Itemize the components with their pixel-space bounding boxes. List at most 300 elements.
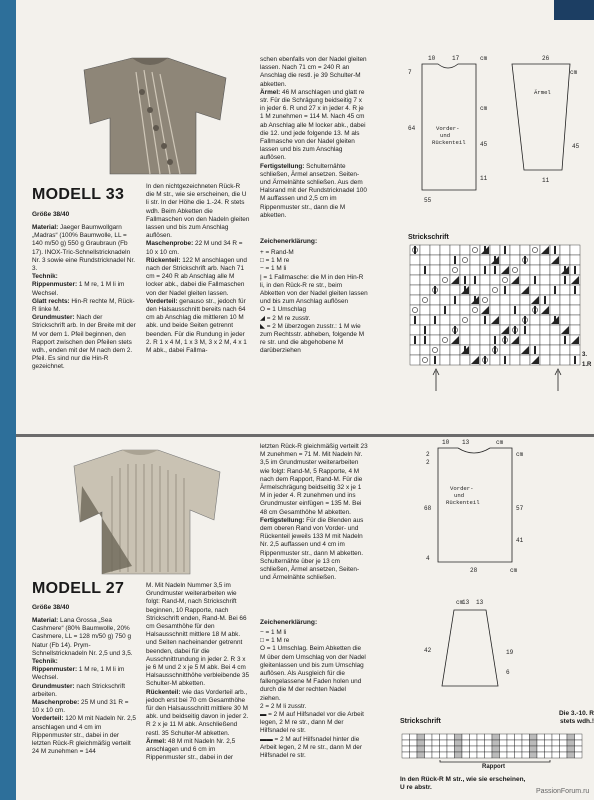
chart-cell [460,245,470,255]
chart-cell [550,305,560,315]
chart-cell [530,325,540,335]
paragraph [260,56,368,89]
chart-cell [460,325,470,335]
chart-cell [520,265,530,275]
svg-text:cm: cm [496,439,504,446]
chart-cell [560,734,568,740]
chart-symbol [424,266,426,274]
legend-item: O = 1 Umschlag. Beim Abketten die M über dem Umschlag von der Nadel gleitenlassen und bis zum Umschlag auflösen. Als Ausgleich für die fallengelassene M Faden holen und durch die M der rechten Nadel ziehen. [260,645,366,702]
paragraph [146,738,250,763]
model33-sweater-image [80,52,228,182]
model27-footer-note: In den Rück-R M str., wie sie erscheinen, U re abstr. [400,776,526,791]
svg-text:4: 4 [426,555,430,562]
chart-cell [440,746,448,752]
chart-symbol [564,276,566,284]
paragraph-heading: Maschenprobe: [32,699,80,707]
chart-cell [460,335,470,345]
chart-symbol [424,326,426,334]
svg-text:11: 11 [480,175,488,182]
chart-cell [537,746,545,752]
chart-cell [520,305,530,315]
chart-cell [420,315,430,325]
chart-cell [530,746,538,752]
chart-cell [560,355,570,365]
legend-item: + = Rand-M [260,249,294,256]
svg-text:cm: cm [510,567,518,574]
chart-cell [480,325,490,335]
chart-cell [522,734,530,740]
model33-legend [260,249,368,356]
chart-cell [552,752,560,758]
paragraph-text: Schulternähte schließen, Ärmel ansetzen. Seiten- und Ärmelnähte schließen. Aus dem Halsrand mit der Rundstricknadel 100 M auffassen und 2,5 cm im Rippenmuster str., dann die M abketten. [260,162,367,219]
svg-text:57: 57 [516,505,524,512]
chart-cell [540,255,550,265]
model27-sweater-image [72,436,222,576]
chart-cell [470,325,480,335]
chart-cell [552,746,560,752]
paragraph-text: Nach der Strickschrift arb. In der Breite mit der M vor dem 1. Pfeil beginnen, den Rapport zwischen den Pfeilen stets wdh., enden mit der M nach dem 2. Pfeil. Es sind nur die Hin-R gezeichnet. [32,314,136,371]
chart-cell [515,746,523,752]
chart-cell [500,740,508,746]
chart-cell [540,335,550,345]
chart-cell [440,245,450,255]
chart-cell [552,734,560,740]
chart-cell [480,335,490,345]
model27-chart-title: Strickschrift [400,718,441,725]
paragraph-heading: Ärmel: [146,737,167,745]
chart-cell [570,345,580,355]
paragraph-text: letzten Rück-R gleichmäßig verteilt 23 M zunehmen = 71 M. Mit Nadeln Nr. 3,5 im Grundmuster weiterarbeiten wie folgt: Rand-M, 5 Rapporte, 4 M nach dem Rapport, Rand-M. Für die Ärmelschrägung beidseitig 32 x je 1 M in jeder 4. R zunehmen und ins Grundmuster einfügen = 135 M. Bei 48 cm Gesamthöhe M abketten. [260,443,368,516]
chart-cell [447,740,455,746]
chart-cell [520,295,530,305]
model27-rapport-label: Rapport [482,764,505,770]
chart-cell [540,345,550,355]
chart-cell [440,265,450,275]
legend-item: 2 = 2 M li zusstr. [260,702,307,710]
model33-title: MODELL 33 [32,186,125,203]
paragraph-heading: Material: [32,224,59,231]
paragraph [260,517,368,583]
model33-column-1 [32,224,136,372]
paragraph-heading: Rippenmuster: [32,281,78,289]
paragraph [32,314,136,371]
svg-text:45: 45 [480,141,488,148]
model33-row-1: 1.R [582,362,592,368]
chart-cell [430,345,440,355]
chart-symbol [504,286,506,294]
chart-cell [450,285,460,295]
chart-cell [460,265,470,275]
svg-text:cm: cm [456,599,464,606]
paragraph [146,298,250,355]
model33-row-3: 3. [582,352,588,358]
chart-cell [410,734,418,740]
chart-cell [470,265,480,275]
svg-text:68: 68 [424,505,432,512]
svg-text:2: 2 [426,459,430,466]
chart-symbol [564,336,566,344]
chart-cell [570,245,580,255]
chart-cell [440,752,448,758]
chart-cell [417,734,425,740]
chart-cell [480,345,490,355]
chart-cell [460,305,470,315]
paragraph [32,281,136,297]
svg-text:55: 55 [424,197,432,204]
chart-cell [430,245,440,255]
chart-symbol [444,306,446,314]
chart-cell [530,245,540,255]
paragraph-heading: Technik: [32,658,58,666]
chart-cell [530,285,540,295]
chart-cell [460,315,470,325]
chart-cell [552,740,560,746]
chart-cell [480,285,490,295]
chart-cell [490,245,500,255]
chart-symbol [454,296,456,304]
paragraph-text: Für die Blenden aus dem oberen Rand von Vorder- und Rückenteil jeweils 133 M mit Nadeln Nr. 2,5 auffassen und 4 cm im Rippenmuster str., dann M abketten. Schulternähte über je 13 cm schließen, Ärmel ansetzen, Seiten- und Ärmelnähte schließen. [260,516,364,582]
chart-cell [530,734,538,740]
chart-cell [470,734,478,740]
chart-cell [440,285,450,295]
paragraph [32,699,136,715]
chart-cell [507,740,515,746]
chart-cell [570,325,580,335]
model33-chart-title: Strickschrift [408,234,449,241]
chart-cell [560,295,570,305]
chart-cell [477,734,485,740]
chart-cell [410,746,418,752]
chart-cell [410,285,420,295]
svg-text:7: 7 [408,69,412,76]
model33-schematic [402,50,592,204]
svg-text:17: 17 [452,55,460,62]
chart-cell [570,255,580,265]
paragraph-text: 46 M anschlagen und glatt re str. Für die Schrägung beidseitig 7 x in jeder 6. R und 27 x in jeder 4. R je 1 M zunehmen = 114 M. Nach 45 cm ab Anschlag alle M locker abk., dabei die 12. und jede folgende 13. M als Fallmasche von der Nadel gleiten lassen und bis zum Anschlag auflösen. [260,88,366,162]
chart-cell [410,305,420,315]
chart-cell [575,752,583,758]
paragraph [146,183,250,240]
chart-symbol [494,266,496,274]
chart-cell [540,355,550,365]
chart-cell [560,345,570,355]
chart-cell [485,740,493,746]
legend-item: | = 1 Fallmasche: die M in den Hin-R li, in den Rück-R re str., beim Abketten von der Nadel gleiten lassen und bis zum Anschlag auflösen [260,273,368,306]
chart-cell [460,295,470,305]
chart-cell [420,245,430,255]
chart-cell [425,752,433,758]
chart-cell [522,746,530,752]
svg-text:28: 28 [470,567,478,574]
paragraph-heading: Vorderteil: [146,297,178,305]
chart-cell [540,285,550,295]
chart-cell [477,752,485,758]
chart-cell [530,265,540,275]
chart-cell [447,752,455,758]
chart-cell [425,746,433,752]
chart-symbol [534,276,536,284]
chart-cell [575,746,583,752]
paragraph [32,666,136,682]
chart-cell [410,255,420,265]
chart-cell [550,295,560,305]
chart-cell [402,752,410,758]
svg-text:13: 13 [462,599,470,606]
chart-cell [567,734,575,740]
chart-symbol [414,316,416,324]
model27-legend-head: Zeichenerklärung: [260,619,318,626]
chart-cell [545,740,553,746]
chart-cell [490,285,500,295]
paragraph-heading: Material: [32,617,59,624]
chart-cell [567,752,575,758]
chart-cell [550,325,560,335]
model27-size: Größe 38/40 [32,604,70,611]
svg-text:45: 45 [572,143,580,150]
chart-cell [540,275,550,285]
paragraph-text: Lana Grossa „Sea Cashmere“ (80% Baumwolle, 20% Cashmere, LL = 128 m/50 g) 750 g Natur (Fb 14). Prym-Schnellstricknadeln Nr. 2,5 und 3,5. [32,617,133,657]
chart-cell [470,255,480,265]
chart-cell [500,295,510,305]
chart-cell [560,285,570,295]
chart-cell [440,355,450,365]
chart-cell [490,275,500,285]
paragraph-heading: Rippenmuster: [32,666,78,674]
chart-cell [430,335,440,345]
chart-cell [515,734,523,740]
chart-symbol [504,356,506,364]
svg-text:11: 11 [542,177,550,184]
chart-cell [560,752,568,758]
paragraph-heading: Ärmel: [260,88,281,96]
chart-cell [410,265,420,275]
chart-cell [575,734,583,740]
chart-cell [500,746,508,752]
chart-cell [500,315,510,325]
chart-cell [560,315,570,325]
chart-cell [522,740,530,746]
rapport-bracket [440,760,550,762]
chart-cell [430,275,440,285]
chart-cell [500,734,508,740]
chart-cell [410,355,420,365]
chart-cell [417,752,425,758]
chart-symbol [554,246,556,254]
svg-text:64: 64 [408,125,416,132]
chart-cell [477,740,485,746]
page [16,0,594,800]
chart-cell [560,255,570,265]
chart-cell [485,752,493,758]
chart-cell [492,734,500,740]
chart-cell [510,345,520,355]
chart-cell [530,255,540,265]
paragraph-heading: Fertigstellung: [260,162,305,170]
section-divider [16,434,594,437]
chart-cell [455,752,463,758]
chart-cell [420,355,430,365]
chart-cell [570,305,580,315]
model33-knit-chart [408,243,594,393]
paragraph [32,273,136,281]
chart-cell [440,335,450,345]
left-color-band [0,0,16,800]
chart-cell [540,315,550,325]
model33-legend-head: Zeichenerklärung: [260,238,318,245]
chart-symbol [554,286,556,294]
chart-cell [470,345,480,355]
svg-text:41: 41 [516,537,524,544]
chart-cell [430,295,440,305]
paragraph-heading: Glatt rechts: [32,297,70,305]
chart-cell [447,746,455,752]
chart-cell [447,734,455,740]
chart-cell [575,740,583,746]
svg-text:Vorder-: Vorder- [450,485,474,492]
svg-text:cm: cm [570,69,578,76]
paragraph-text: 120 M mit Nadeln Nr. 2,5 anschlagen und 4 cm im Rippenmuster str., dabei in der letzten Rück-R gleichmäßig verteilt 24 M zunehmen = 144 [32,715,136,756]
paragraph-text: 22 M und 34 R = 10 x 10 cm. [146,240,243,256]
paragraph-heading: Vorderteil: [32,715,64,723]
chart-cell [545,752,553,758]
chart-cell [530,335,540,345]
chart-cell [537,734,545,740]
chart-cell [455,740,463,746]
paragraph-text: Hin-R rechte M, Rück-R linke M. [32,297,135,314]
chart-cell [430,305,440,315]
svg-text:10: 10 [428,55,436,62]
chart-cell [460,255,470,265]
chart-symbol [454,256,456,264]
model27-column-2 [146,582,250,762]
chart-cell [492,752,500,758]
chart-cell [485,734,493,740]
paragraph [260,89,368,163]
paragraph-heading: Grundmuster: [32,314,75,322]
chart-symbol [424,336,426,344]
chart-cell [490,295,500,305]
chart-cell [410,740,418,746]
chart-cell [432,752,440,758]
model33-column-3 [260,56,368,220]
chart-cell [440,345,450,355]
paragraph-heading: Grundmuster: [32,682,75,690]
chart-cell [507,752,515,758]
paragraph [260,163,368,220]
chart-cell [500,275,510,285]
chart-cell [440,734,448,740]
svg-text:42: 42 [424,647,432,654]
chart-cell [402,740,410,746]
paragraph [146,240,250,256]
chart-cell [470,752,478,758]
chart-cell [462,746,470,752]
legend-item: ◣ = 2 M überzogen zusstr.: 1 M wie zum Rechtsstr. abheben, folgende M re str. und die abgehobene M darüberziehen [260,322,365,355]
chart-cell [567,746,575,752]
chart-cell [492,740,500,746]
chart-symbol [534,346,536,354]
svg-text:cm: cm [516,451,524,458]
paragraph-text: M. Mit Nadeln Nummer 3,5 im Grundmuster weiterarbeiten wie folgt: Rand-M, nach Strickschrift beginnen, 10 Rapporte, nach Strickschrift enden, Rand-M. Bei 66 cm Gesamthöhe für den Halsausschnitt mittlere 18 M abk. und Seiten nacheinander getrennt beenden, dabei für die Ausschnittrundung in jeder 2. R 3 x je 6 M und 2 x je 5 M abk. Bei 4 cm Halsausschnitthöhe verbleibende 35 Schulter-M abketten. [146,582,250,688]
chart-symbol [574,286,576,294]
chart-symbol [494,336,496,344]
chart-cell [515,740,523,746]
chart-cell [500,752,508,758]
paragraph-text: 48 M mit Nadeln Nr. 2,5 anschlagen und 6 cm im Rippenmuster str., dabei in der [146,737,236,762]
chart-cell [500,305,510,315]
arrow-left-icon [433,369,439,391]
chart-cell [420,285,430,295]
paragraph-text: 122 M anschlagen und nach der Strickschrift arb. Nach 71 cm = 240 R ab Anschlag alle M locker abk., dabei die Fallmaschen von der Nadel gleiten lassen. [146,256,247,297]
chart-cell [540,325,550,335]
chart-cell [417,740,425,746]
chart-cell [510,285,520,295]
chart-cell [470,335,480,345]
chart-cell [450,355,460,365]
chart-cell [420,275,430,285]
chart-cell [410,325,420,335]
paragraph [146,582,250,689]
chart-cell [470,746,478,752]
chart-cell [410,345,420,355]
chart-cell [480,255,490,265]
chart-symbol [544,296,546,304]
chart-cell [420,295,430,305]
svg-text:10: 10 [442,439,450,446]
chart-cell [545,746,553,752]
svg-text:Ärmel: Ärmel [534,89,551,96]
chart-cell [570,295,580,305]
chart-symbol [414,336,416,344]
paragraph [32,224,136,273]
chart-symbol [474,276,476,284]
svg-text:Vorder-: Vorder- [436,125,460,132]
chart-cell [550,265,560,275]
chart-cell [522,752,530,758]
chart-cell [510,245,520,255]
model27-knit-chart [400,732,590,762]
chart-cell [510,265,520,275]
chart-cell [510,315,520,325]
chart-cell [420,345,430,355]
chart-cell [500,345,510,355]
chart-cell [470,305,480,315]
svg-text:6: 6 [506,669,510,676]
chart-cell [455,746,463,752]
chart-cell [417,746,425,752]
chart-cell [510,255,520,265]
model27-column-1 [32,617,136,756]
paragraph-text: In den nichtgezeichneten Rück-R die M str., wie sie erscheinen, die U li str. In der Höhe die 1.-24. R stets wdh. Beim Abketten die Fallmaschen von den Nadeln gleiten lassen und bis zum Anschlag auflösen. [146,183,250,240]
legend-item: − = 1 M li [260,265,287,273]
chart-symbol [514,306,516,314]
chart-cell [462,752,470,758]
chart-cell [560,245,570,255]
chart-cell [450,345,460,355]
paragraph [32,617,136,658]
chart-cell [537,752,545,758]
watermark: PassionForum.ru [536,788,590,795]
chart-cell [520,355,530,365]
legend-item: □ = 1 M re [260,637,290,645]
paragraph-text: 1 M re, 1 M li im Wechsel. [32,281,125,297]
chart-cell [492,746,500,752]
svg-text:Rückenteil: Rückenteil [446,499,480,506]
chart-cell [410,275,420,285]
paragraph [32,298,136,314]
chart-cell [510,355,520,365]
chart-symbol [464,276,466,284]
